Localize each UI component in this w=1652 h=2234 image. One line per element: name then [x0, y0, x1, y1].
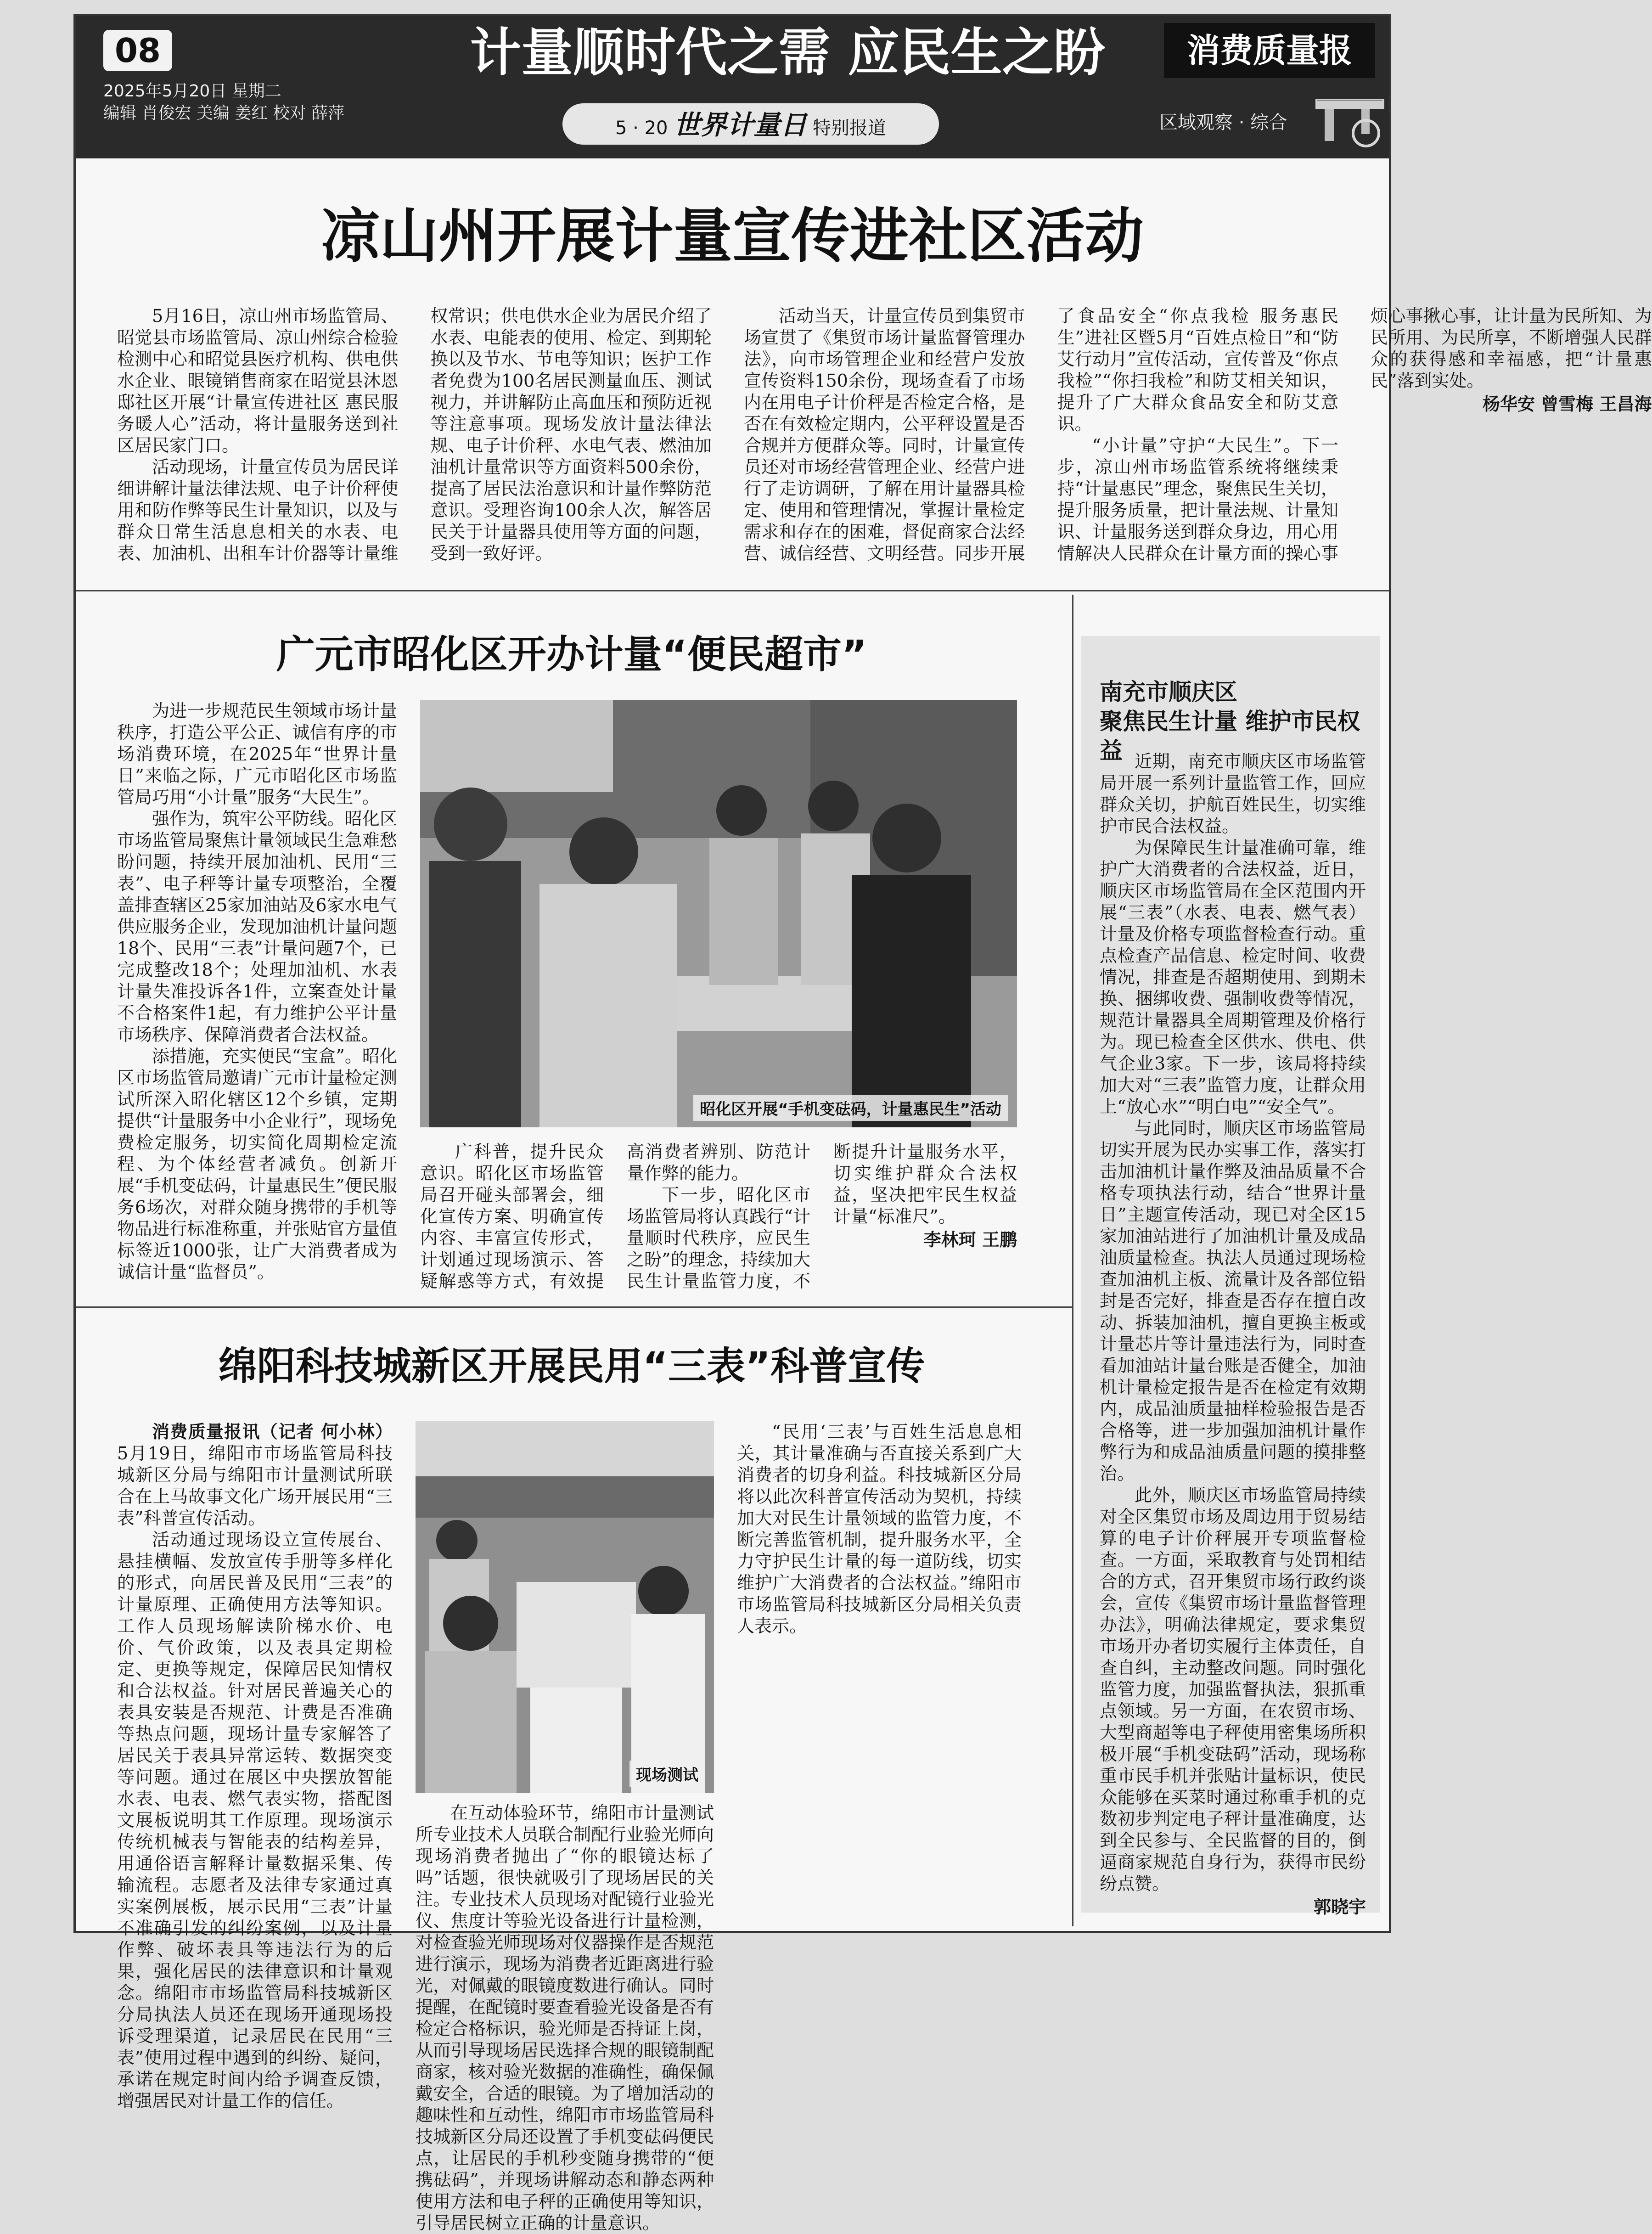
paragraph: 与此同时，顺庆区市场监管局切实开展为民办实事工作，落实打击加油机计量作弊及油品质量不合格专项执法行动，结合“世界计量日”主题宣传活动，现已对全区15家加油站进行了加油机计量及成品油质量检查。执法人员通过现场检查加油机主板、流量计及各部位铅封是否完好，排查是否存在擅自改动、拆装加油机，擅自更换主板或计量芯片等计量违法行为，同时查看加油站计量台账是否健全，加油机计量检定报告是否在检定有效期内，成品油质量抽样检验报告是否合格等，进一步加强加油机计量作弊行为和成品油质量问题的摸排整治。: [1100, 1118, 1366, 1484]
byline: 李林珂 王鹏: [923, 1230, 1017, 1250]
masthead: [76, 16, 1389, 158]
article-guangyuan: [76, 595, 1068, 1302]
special-date: 5 · 20: [615, 118, 668, 139]
article-mianyang: [76, 1311, 1068, 2233]
article-body-middle: [416, 1802, 714, 2233]
paragraph: 消费质量报讯（记者 何小林）5月19日，绵阳市市场监管局科技城新区分局与绵阳市计量测试所联合在上马故事文化广场开展民用“三表”科普宣传活动。: [117, 1422, 393, 1528]
byline: 郭晓宇: [1313, 1897, 1366, 1917]
photo-zhaohua-activity: [420, 700, 1017, 1127]
paragraph: 在互动体验环节，绵阳市计量测试所专业技术人员联合制配行业验光师向现场消费者抛出了“你的眼镜达标了吗”话题，很快就吸引了现场居民的关注。专业技术人员现场对配镜行业验光仪、焦度计等验光设备进行计量检测，对检查验光师现场对仪器操作是否规范进行演示，现场为消费者近距离进行验光，对佩戴的眼镜度数进行确认。同时提醒，在配镜时要查看验光设备是否有检定合格标识，验光师是否持证上岗，从而引导现场居民选择合规的眼镜制配商家，核对验光数据的准确性，确保佩戴安全，合适的眼镜。为了增加活动的趣味性和互动性，绵阳市市场监管局科技城新区分局还设置了手机变砝码便民点，让居民的手机秒变随身携带的“便携砝码”，并现场讲解动态和静态两种使用方法和电子秤的正确使用等知识，引导居民树立正确的计量意识。: [416, 1803, 714, 2233]
sidebar-headline-line2: 聚焦民生计量 维护市民权益: [1100, 708, 1360, 764]
paragraph: “小计量”守护“大民生”。下一步，凉山州市场监管系统将继续秉持“计量惠民”理念，聚焦民生关切，提升服务质量，把计量法规、计量知识、计量服务送到群众身边，用心用情解决人民群众在计量方面的操心事烦心事揪心事，让计量为民所知、为民所用、为民所享，不断增强人民群众的获得感和幸福感，把“计量惠民”落到实处。: [1057, 306, 1652, 563]
article-headline: 绵阳科技城新区开展民用“三表”科普宣传: [218, 1344, 925, 1389]
photo-caption: 现场测试: [629, 1761, 705, 1787]
photo-illustration: [420, 700, 1017, 1127]
paragraph: 活动当天，计量宣传员到集贸市场宣贯了《集贸市场计量监督管理办法》，向市场管理企业和经营户发放宣传资料150余份，现场查看了市场内在用电子计价秤是否检定合格，是否在有效检定期内，公平秤设置是否合规并方便群众等。同时，计量宣传员还对市场经营管理企业、经营户进行了走访调研，了解在用计量器具检定、使用和管理情况，掌握计量检定需求和存在的困难，督促商家合法经营、诚信经营、文明经营。同步开展了食品安全“你点我检 服务惠民生”进社区暨5月“百姓点检日”和“防艾行动月”宣传活动，宣传普及“你点我检”“你扫我检”和防艾相关知识，提升了广大群众食品安全和防艾意识。: [744, 306, 1338, 563]
byline: 杨华安 曾雪梅 王昌海: [1483, 394, 1652, 414]
sidebar-nanchong: [1081, 636, 1380, 1917]
editor-credits: 编辑 肖俊宏 美编 姜红 校对 薛萍: [103, 104, 345, 123]
paragraph: 5月16日，凉山州市场监管局、昭觉县市场监管局、凉山州综合检验检测中心和昭觉县医疗机构、供电供水企业、眼镜销售商家在昭觉县沐恩邸社区开展“计量宣传进社区 惠民服务暖人心”活动，将计量服务送到社区居民家门口。: [117, 306, 399, 456]
sidebar-headline-line1: 南充市顺庆区: [1100, 679, 1237, 705]
paragraph: 此外，顺庆区市场监管局持续对全区集贸市场及周边用于贸易结算的电子计价秤展开专项监督检查。一方面，采取教育与处罚相结合的方式，召开集贸市场行政约谈会，宣传《集贸市场计量监督管理办法》，明确法律规定，要求集贸市场开办者切实履行主体责任，自查自纠，主动整改问题。同时强化监管力度，加强监督执法，狠抓重点领域。另一方面，在农贸市场、大型商超等电子秤使用密集场所积极开展“手机变砝码”活动，现场称重市民手机并张贴计量标识，使民众能够在买菜时通过称重手机的克数初步判定电子秤计量准确度，达到全民参与、全民监督的目的，倒逼商家规范自身行为，获得市民纷纷点赞。: [1100, 1485, 1366, 1894]
newspaper-page: [73, 14, 1652, 2233]
page-title: 计量顺时代之需 应民生之盼: [470, 23, 1105, 83]
photo-caption: 昭化区开展“手机变砝码，计量惠民生”活动: [693, 1095, 1008, 1121]
paragraph: 为保障民生计量准确可靠，维护广大消费者的合法权益，近日，顺庆区市场监管局在全区范围内开展“三表”（水表、电表、燃气表）计量及价格专项监督检查行动。重点检查产品信息、检定时间、收费情况，排查是否超期使用、到期未换、捆绑收费、强制收费等情况，规范计量器具全周期管理及价格行为。现已检查全区供水、供电、供气企业3家。下一步，该局将持续加大对“三表”监管力度，让群众用上“放心水”“明白电”“安全气”。: [1100, 838, 1366, 1117]
paragraph: 广科普，提升民众意识。昭化区市场监管局召开碰头部署会，细化宣传方案、明确宣传内容、丰富宣传形式，计划通过现场演示、答疑解惑等方式，有效提高消费者辨别、防范计量作弊的能力。: [420, 1142, 810, 1291]
issue-meta: [103, 80, 344, 124]
photo-illustration: [416, 1421, 714, 1793]
paragraph: 活动通过现场设立宣传展台、悬挂横幅、发放宣传手册等多样化的形式，向居民普及民用“三表”的计量原理、正确使用方法等知识。工作人员现场解读阶梯水价、电价、气价政策，以及表具定期检定、更换等规定，保障居民知情权和合法权益。针对居民普遍关心的表具安装是否规范、计费是否准确等热点问题，现场计量专家解答了居民关于表具异常运转、数据突变等问题。通过在展区中央摆放智能水表、电表、燃气表实物，搭配图文展板说明其工作原理。现场演示传统机械表与智能表的结构差异，用通俗语言解释计量数据采集、传输流程。志愿者及法律专家通过真实案例展板，展示民用“三表”计量不准确引发的纠纷案例，以及计量作弊、破坏表具等违法行为的后果，强化居民的法律意识和计量观念。绵阳市市场监管局科技城新区分局执法人员还在现场开通现场投诉受理渠道，记录居民在民用“三表”使用过程中遇到的纠纷、疑问，承诺在规定时间内给予调查反馈，增强居民对计量工作的信任。: [117, 1530, 393, 2111]
special-label: 特别报道: [812, 118, 886, 139]
issue-date: 2025年5月20日 星期二: [103, 82, 281, 101]
article-liangshan: [76, 158, 1652, 590]
paragraph: 强作为，筑牢公平防线。昭化区市场监管局聚焦计量领域民生急难愁盼问题，持续开展加油机、民用“三表”、电子秤等计量专项整治，全覆盖排查辖区25家加油站及6家水电气供应服务企业，发现加油机计量问题18个、民用“三表”计量问题7个，已完成整改18个；处理加油机、水表计量失准投诉各1件，立案查处计量不合格案件1起，有力维护公平计量市场秩序、保障消费者合法权益。: [117, 809, 397, 1045]
paragraph: 添措施，充实便民“宝盒”。昭化区市场监管局邀请广元市计量检定测试所深入昭化辖区12个乡镇，定期提供“计量服务中小企业行”，现场免费检定服务，切实简化周期检定流程、为个体经营者减负。创新开展“手机变砝码，计量惠民生”便民服务6场次，对群众随身携带的手机等物品进行标准称重，并张贴官方量值标签近1000张，让广大消费者成为诚信计量“监督员”。: [117, 1046, 397, 1282]
paragraph: 近期，南充市顺庆区市场监管局开展一系列计量监管工作，回应群众关切，护航百姓民生，切实维护市民合法权益。: [1100, 751, 1366, 836]
paragraph: 下一步，昭化区市场监管局将认真践行“计量顺时代秩序，应民生之盼”的理念，持续加大民生计量监管力度，不断提升计量服务水平，切实维护群众合法权益，坚决把牢民生权益计量“标准尺”。: [627, 1142, 1017, 1291]
article-body-right: [420, 1141, 1017, 1297]
special-report-banner: [562, 103, 939, 145]
sidebar-body: [1100, 751, 1366, 1917]
paragraph: “民用‘三表’与百姓生活息息相关，其计量准确与否直接关系到广大消费者的切身利益。科技城新区分局将以此次科普宣传活动为契机，持续加大对民生计量领域的监管力度，不断完善监管机制，提升服务水平，全力守护民生计量的每一道防线，切实维护广大消费者的合法权益。”绵阳市市场监管局科技城新区分局相关负责人表示。: [737, 1422, 1022, 1636]
column-divider: [1072, 595, 1073, 1926]
world-metrology-day-logo: 世界计量日: [674, 109, 807, 141]
article-headline: 凉山州开展计量宣传进社区活动: [320, 202, 1144, 270]
article-body-left: [117, 700, 397, 1297]
article-headline: 广元市昭化区开办计量“便民超市”: [276, 632, 867, 677]
caliper-icon: [1311, 85, 1389, 154]
article-body-left: [117, 1421, 393, 2111]
paragraph: 活动现场，计量宣传员为居民详细讲解计量法律法规、电子计价秤使用和防作弊等民生计量知识，以及与群众日常生活息息相关的水表、电表、加油机、出租车计价器等计量维权常识；供电供水企业为居民介绍了水表、电能表的使用、检定、到期轮换以及节水、节电等知识；医护工作者免费为100名居民测量血压、测试视力，并讲解防止高血压和预防近视等注意事项。现场发放计量法律法规、电子计价秤、水电气表、燃油加油机计量常识等方面资料500余份，提高了居民法治意识和计量作弊防范意识。受理咨询100余人次，解答居民关于计量器具使用等方面的问题，受到一致好评。: [117, 306, 712, 563]
paragraph: 为进一步规范民生领域市场计量秩序，打造公平公正、诚信有序的市场消费环境，在2025年“世界计量日”来临之际，广元市昭化区市场监管局巧用“小计量”服务“大民生”。: [117, 701, 397, 807]
newspaper-name: 消费质量报: [1164, 23, 1375, 78]
dateline: 消费质量报讯（记者 何小林）: [152, 1422, 393, 1442]
article-body-right: [737, 1421, 1022, 1917]
divider: [76, 590, 1389, 591]
article-body: [117, 305, 1652, 581]
masthead-info: [103, 25, 379, 154]
divider: [76, 1306, 1072, 1308]
photo-onsite-test: [416, 1421, 714, 1793]
section-name: 区域观察 · 综合: [1159, 112, 1287, 133]
page-number: 08: [103, 30, 172, 71]
